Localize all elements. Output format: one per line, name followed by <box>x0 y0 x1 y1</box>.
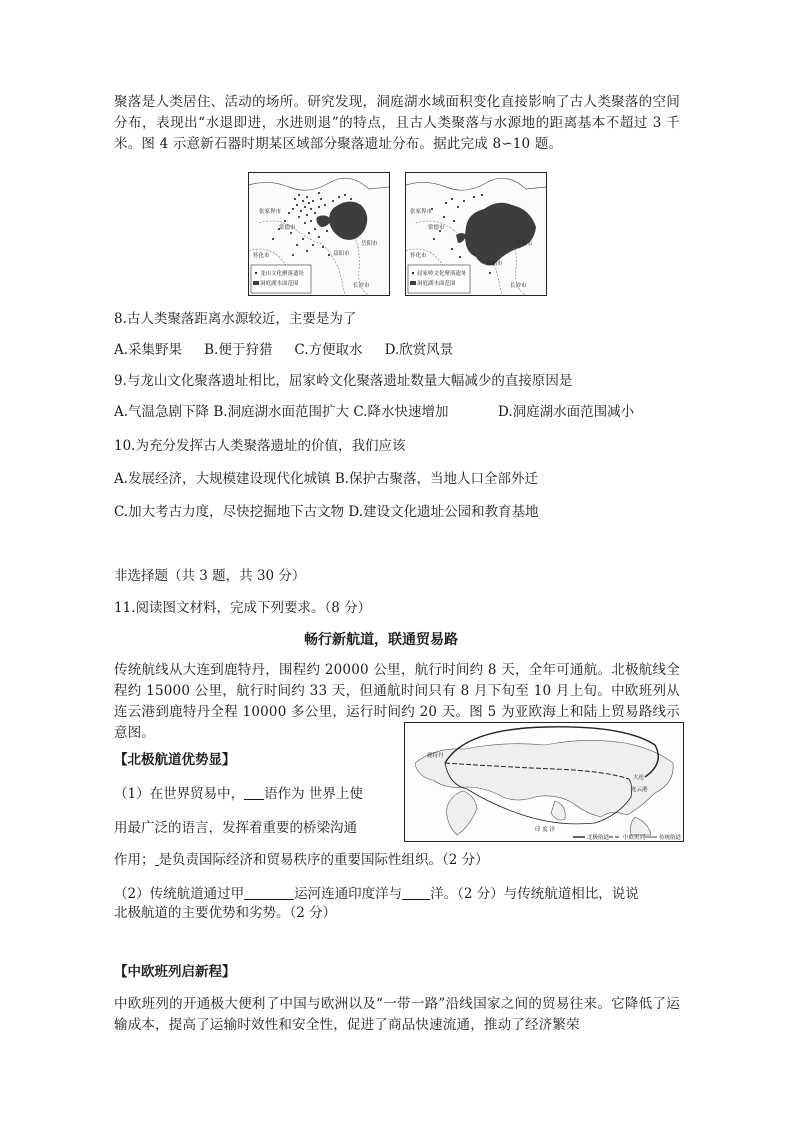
q9-stem: 9.与龙山文化聚落遗址相比，屈家岭文化聚落遗址数量大幅减少的直接原因是 <box>114 373 573 389</box>
q11-part1-line3-prefix: 作用； <box>114 852 155 868</box>
q11-part1-prefix: （1）在世界贸易中， <box>114 786 245 802</box>
q11-part1-line3-suffix: 是负责国际经济和贸易秩序的重要国际性组织。（2 分） <box>158 852 489 868</box>
map-qujialing <box>405 172 547 296</box>
closing-paragraph: 中欧班列的开通极大便利了中国与欧洲以及“一带一路”沿线国家之间的贸易往来。它降低了运输成本，提高了运输时效性和安全性，促进了商品快速流通，推动了经济繁荣 <box>114 996 680 1033</box>
legend-rail: 中欧班列 <box>623 835 646 841</box>
label-yueyang-r: 岳阳市 <box>516 241 533 247</box>
q11-material: 传统航线从大连到鹿特丹，围程约 20000 公里，航行时间约 8 天，全年可通航。北极航线全程约 15000 公里，航行时间约 33 天，但通航时间只有 8 月下旬至 10 月上旬。中欧班列从连云港到鹿特丹全程 10000 多公里，运行时间约 20 天。图 5 为亚欧海上和陆上贸易路线示意图。 <box>114 662 680 741</box>
q11-part2-line1 <box>114 884 639 904</box>
heading-rail-route: 【中欧班列启新程】 <box>114 964 236 980</box>
q10-stem: 10.为充分发挥古人类聚落遗址的价值，我们应该 <box>114 438 406 454</box>
label-lianyungang: 连云港 <box>631 787 648 793</box>
label-changsha: 长沙市 <box>353 283 370 289</box>
map-qujialing-svg <box>406 173 546 295</box>
label-yiyang: 益阳市 <box>333 251 350 257</box>
label-zhangjiajie: 张家界市 <box>259 209 282 215</box>
label-yiyang-r: 益阳市 <box>486 261 503 267</box>
label-rotterdam: 鹿特丹 <box>427 753 444 759</box>
legend-traditional: 传统航道 <box>659 835 682 841</box>
q8-stem: 8.古人类聚落距离水源较近，主要是为了 <box>114 311 357 327</box>
q11-part2-line2: 北极航道的主要优势和劣势。（2 分） <box>114 905 337 921</box>
answer-blank-canal[interactable] <box>244 885 294 900</box>
map-longshan-svg <box>249 173 389 295</box>
q11-part1-line1 <box>114 784 363 804</box>
map-longshan <box>248 172 390 296</box>
label-zhangjiajie-r: 张家界市 <box>410 209 433 215</box>
q9-option-d: D.洞庭湖水面范围减小 <box>498 404 635 420</box>
answer-blank-language[interactable] <box>244 785 264 800</box>
map-trade-routes-svg <box>405 723 683 841</box>
label-changde: 常德市 <box>279 225 296 231</box>
label-yueyang: 岳阳市 <box>361 241 378 247</box>
q8-options: A.采集野果 B.便于狩猎 C.方便取水 D.欣赏风景 <box>114 342 454 358</box>
answer-blank-ocean[interactable] <box>402 885 430 900</box>
q11-part1-suffix: 语作为 世界上使 <box>264 786 363 802</box>
intro-paragraph: 聚落是人类居住、活动的场所。研究发现，洞庭湖水域面积变化直接影响了古人类聚落的空间分布，表现出“水退即进，水进则退”的特点，且古人类聚落与水源地的距离基本不超过 3 千米。图 4 示意新石器时期某区域部分聚落遗址分布。据此完成 8∽10 题。 <box>114 94 680 152</box>
map-trade-routes <box>404 722 684 842</box>
label-changde-r: 常德市 <box>428 225 445 231</box>
q11-part2-suffix: 洋。（2 分）与传统航道相比，说说 <box>430 886 639 902</box>
q11-part1-line3 <box>114 850 489 870</box>
q10-options-cd: C.加大考古力度，尽快挖掘地下古文物 D.建设文化遗址公园和教育基地 <box>114 504 539 520</box>
legend-lake-right: 洞庭湖水面范围 <box>417 281 456 287</box>
label-huaihua: 怀化市 <box>253 253 270 259</box>
q11-part2-prefix: （2）传统航道通过甲 <box>114 886 245 902</box>
label-changsha-r: 长沙市 <box>510 283 527 289</box>
q10-options-ab: A.发展经济，大规模建设现代化城镇 B.保护古聚落，当地人口全部外迁 <box>114 471 539 487</box>
q11-part2-mid: 运河连通印度洋与 <box>294 886 403 902</box>
legend-arctic: 北极航道 <box>587 835 610 841</box>
label-indian-ocean: 印 度 洋 <box>535 827 555 833</box>
q9-options-abc: A.气温急剧下降 B.洞庭湖水面范围扩大 C.降水快速增加 <box>114 404 449 420</box>
q11-stem: 11.阅读图文材料，完成下列要求。（8 分） <box>114 600 372 616</box>
legend-qujialing: 屈家岭文化聚落遗址 <box>417 271 467 277</box>
q11-part1-line2: 用最广泛的语言，发挥着重要的桥梁沟通 <box>114 820 357 836</box>
label-huaihua-r: 怀化市 <box>410 253 427 259</box>
legend-longshan: 龙山文化聚落遗址 <box>260 271 305 277</box>
label-dalian: 大连 <box>633 775 645 781</box>
heading-arctic-route: 【北极航道优势显】 <box>114 752 236 768</box>
section-nonchoice-heading: 非选择题（共 3 题，共 30 分） <box>114 568 306 584</box>
legend-lake-left: 洞庭湖水面范围 <box>260 281 299 287</box>
q11-title: 畅行新航道，联通贸易路 <box>304 632 458 648</box>
